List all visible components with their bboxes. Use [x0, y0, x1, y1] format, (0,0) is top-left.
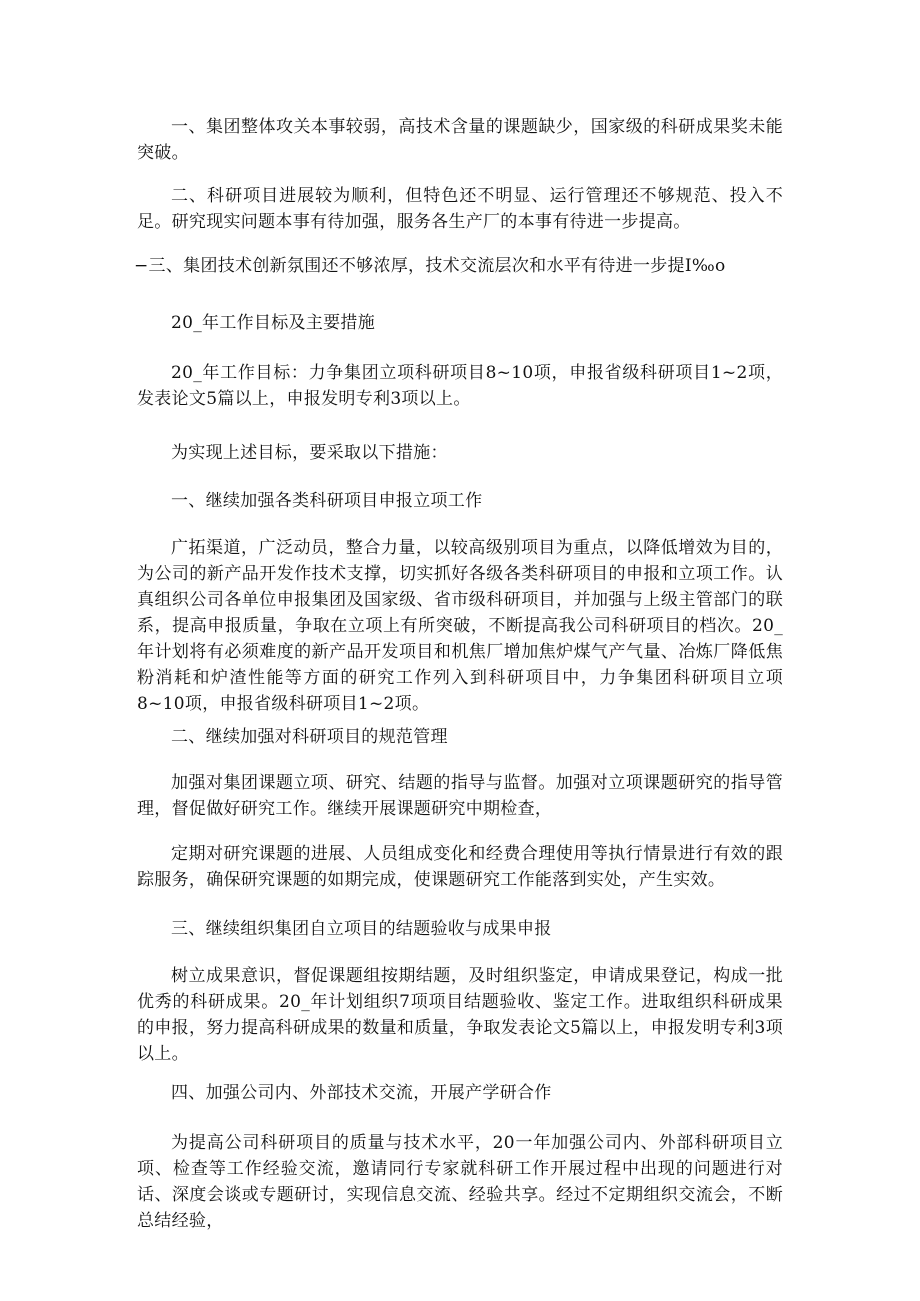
paragraph-measures-intro: 为实现上述目标，要采取以下措施： [171, 443, 448, 463]
section-heading-goals: 20_年工作目标及主要措施 [171, 313, 376, 333]
paragraph-measure-2a: 加强对集团课题立项、研究、结题的指导与监督。加强对立项课题研究的指导管理，督促做好研究工作。继续开展课题研究中期检查， [137, 773, 783, 819]
paragraph-measure-2b: 定期对研究课题的进展、人员组成变化和经费合理使用等执行情景进行有效的跟踪服务，确保研究课题的如期完成，使课题研究工作能落到实处，产生实效。 [137, 844, 783, 890]
paragraph-measure-4: 为提高公司科研项目的质量与技术水平，20一年加强公司内、外部科研项目立项、检查等工作经验交流，邀请同行专家就科研工作开展过程中出现的问题进行对话、深度会谈或专题研讨，实现信息交流、经验共享。经过不定期组织交流会，不断总结经验， [137, 1133, 783, 1231]
paragraph-measure-1: 广拓渠道，广泛动员，整合力量，以较高级别项目为重点，以降低增效为目的，为公司的新产品开发作技术支撑，切实抓好各级各类科研项目的申报和立项工作。认真组织公司各单位申报集团及国家级、省市级科研项目，并加强与上级主管部门的联系，提高申报质量，争取在立项上有所突破，不断提高我公司科研项目的档次。20_年计划将有必须难度的新产品开发项目和机焦厂增加焦炉煤气产气量、冶炼厂降低焦粉消耗和炉渣性能等方面的研究工作列入到科研项目中，力争集团科研项目立项8~10项，申报省级科研项目1~2项。 [137, 538, 783, 714]
paragraph-weakness-1: 一、集团整体攻关本事较弱，高技术含量的课题缺少，国家级的科研成果奖未能突破。 [137, 117, 783, 163]
paragraph-weakness-2: 二、科研项目进展较为顺利，但特色还不明显、运行管理还不够规范、投入不足。研究现实问题本事有待加强，服务各生产厂的本事有待进一步提高。 [137, 186, 783, 232]
measure-heading-3: 三、继续组织集团自立项目的结题验收与成果申报 [171, 919, 552, 939]
paragraph-goals: 20_年工作目标：力争集团立项科研项目8~10项，申报省级科研项目1~2项，发表论文5篇以上，申报发明专利3项以上。 [137, 363, 783, 409]
paragraph-weakness-3: −三、集团技术创新氛围还不够浓厚，技术交流层次和水平有待进一步提I‰o [134, 256, 726, 276]
measure-heading-4: 四、加强公司内、外部技术交流，开展产学研合作 [171, 1083, 552, 1103]
measure-heading-2: 二、继续加强对科研项目的规范管理 [171, 727, 448, 747]
paragraph-measure-3: 树立成果意识，督促课题组按期结题，及时组织鉴定，申请成果登记，构成一批优秀的科研成果。20_年计划组织7项项目结题验收、鉴定工作。进取组织科研成果的申报，努力提高科研成果的数量和质量，争取发表论文5篇以上，申报发明专利3项以上。 [137, 966, 783, 1064]
measure-heading-1: 一、继续加强各类科研项目申报立项工作 [171, 491, 483, 511]
